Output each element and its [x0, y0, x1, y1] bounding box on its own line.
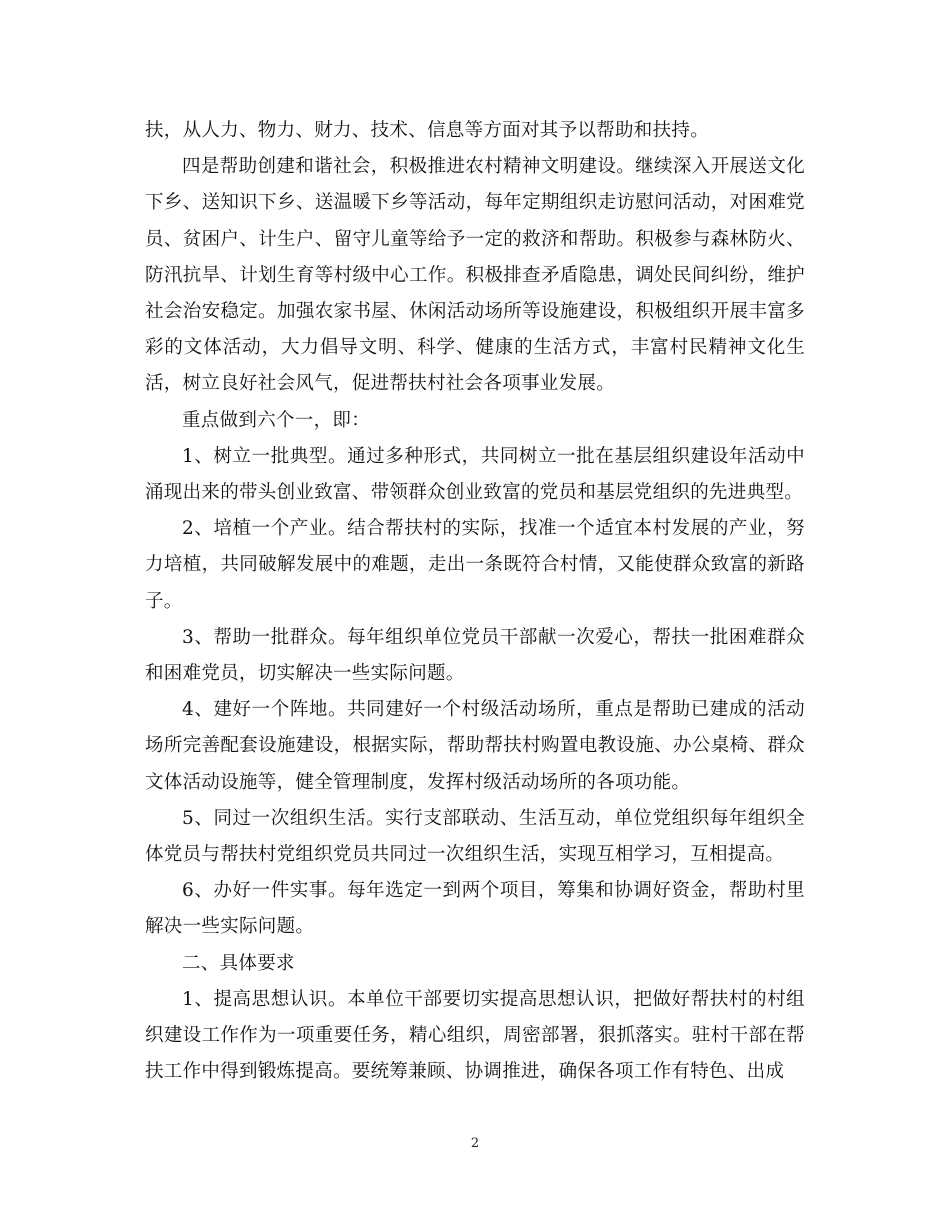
- document-body: [145, 113, 805, 1090]
- paragraph-4: 1、树立一批典型。通过多种形式，共同树立一批在基层组织建设年活动中涌现出来的带头创业致富、带领群众创业致富的党员和基层党组织的先进典型。: [145, 445, 805, 504]
- paragraph-3: 重点做到六个一，即：: [182, 409, 371, 431]
- paragraph-2: 四是帮助创建和谐社会，积极推进农村精神文明建设。继续深入开展送文化下乡、送知识下乡、送温暖下乡等活动，每年定期组织走访慰问活动，对困难党员、贫困户、计生户、留守儿童等给予一定的救济和帮助。积极参与森林防火、防汛抗旱、计划生育等村级中心工作。积极排查矛盾隐患，调处民间纠纷，维护社会治安稳定。加强农家书屋、休闲活动场所等设施建设，积极组织开展丰富多彩的文体活动，大力倡导文明、科学、健康的生活方式，丰富村民精神文化生活，树立良好社会风气，促进帮扶村社会各项事业发展。: [145, 156, 805, 395]
- paragraph-1: 扶，从人力、物力、财力、技术、信息等方面对其予以帮助和扶持。: [145, 120, 710, 141]
- section-heading: 二、具体要求: [182, 952, 295, 974]
- paragraph-8: 5、同过一次组织生活。实行支部联动、生活互动，单位党组织每年组织全体党员与帮扶村党组织党员共同过一次组织生活，实现互相学习，互相提高。: [145, 807, 805, 866]
- paragraph-5: 2、培植一个产业。结合帮扶村的实际，找准一个适宜本村发展的产业，努力培植，共同破解发展中的难题，走出一条既符合村情，又能使群众致富的新路子。: [145, 518, 805, 612]
- paragraph-11: 1、提高思想认识。本单位干部要切实提高思想认识，把做好帮扶村的村组织建设工作作为一项重要任务，精心组织，周密部署，狠抓落实。驻村干部在帮扶工作中得到锻炼提高。要统筹兼顾、协调推进，确保各项工作有特色、出成: [145, 988, 805, 1083]
- page-number: 2: [470, 1136, 480, 1151]
- paragraph-7: 4、建好一个阵地。共同建好一个村级活动场所，重点是帮助已建成的活动场所完善配套设施建设，根据实际，帮助帮扶村购置电教设施、办公桌椅、群众文体活动设施等，健全管理制度，发挥村级活动场所的各项功能。: [145, 699, 805, 793]
- paragraph-9: 6、办好一件实事。每年选定一到两个项目，筹集和协调好资金，帮助村里解决一些实际问题。: [145, 880, 805, 938]
- paragraph-6: 3、帮助一批群众。每年组织单位党员干部献一次爱心，帮扶一批困难群众和困难党员，切实解决一些实际问题。: [145, 626, 805, 685]
